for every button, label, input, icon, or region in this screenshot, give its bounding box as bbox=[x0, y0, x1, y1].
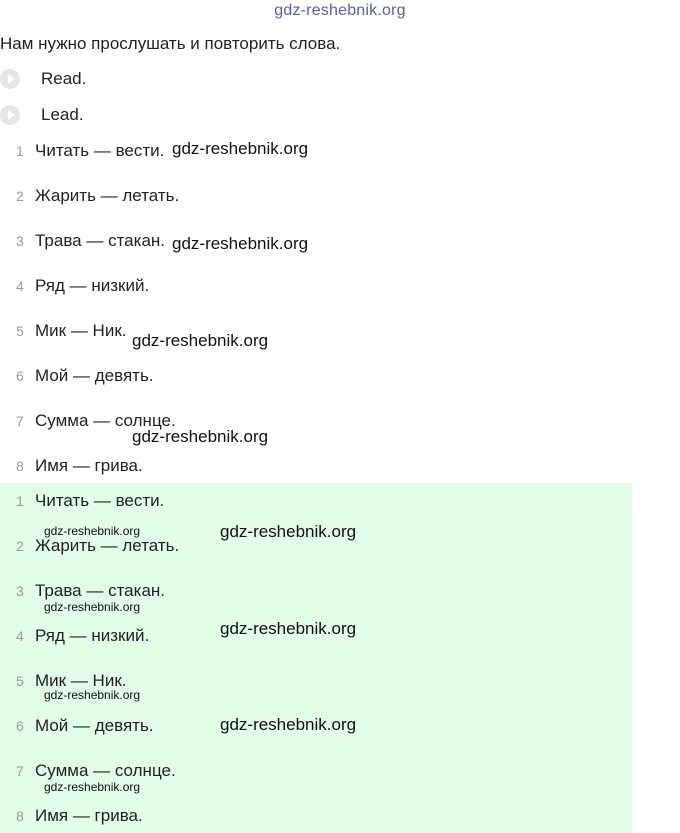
item-text: Ряд — низкий. bbox=[35, 276, 150, 295]
site-header[interactable]: gdz-reshebnik.org bbox=[274, 2, 406, 19]
item-text: Имя — грива. bbox=[35, 456, 143, 475]
watermark: gdz-reshebnik.org bbox=[220, 619, 357, 638]
watermark: gdz-reshebnik.org bbox=[172, 234, 309, 253]
item-number: 4 bbox=[16, 278, 24, 294]
item-number: 6 bbox=[16, 718, 24, 734]
watermark: gdz-reshebnik.org bbox=[132, 427, 269, 446]
item-text: Мик — Ник. bbox=[35, 671, 127, 690]
item-number: 2 bbox=[16, 188, 24, 204]
item-number: 1 bbox=[16, 493, 24, 509]
item-text: Трава — стакан. bbox=[35, 581, 166, 600]
watermark-small: gdz-reshebnik.org bbox=[44, 780, 141, 794]
item-text: Сумма — солнце. bbox=[35, 411, 176, 430]
item-number: 1 bbox=[16, 143, 24, 159]
item-text: Трава — стакан. bbox=[35, 231, 166, 250]
item-text: Жарить — летать. bbox=[35, 536, 180, 555]
watermark-small: gdz-reshebnik.org bbox=[44, 600, 141, 614]
item-text: Мой — девять. bbox=[35, 366, 154, 385]
item-number: 4 bbox=[16, 628, 24, 644]
watermark: gdz-reshebnik.org bbox=[172, 139, 309, 158]
item-number: 2 bbox=[16, 538, 24, 554]
item-text: Мой — девять. bbox=[35, 716, 154, 735]
item-number: 5 bbox=[16, 323, 24, 339]
item-text: Ряд — низкий. bbox=[35, 626, 150, 645]
item-number: 8 bbox=[16, 458, 24, 474]
watermark: gdz-reshebnik.org bbox=[220, 715, 357, 734]
item-text: Жарить — летать. bbox=[35, 186, 180, 205]
item-number: 3 bbox=[16, 583, 24, 599]
item-number: 7 bbox=[16, 413, 24, 429]
item-number: 3 bbox=[16, 233, 24, 249]
item-text: Сумма — солнце. bbox=[35, 761, 176, 780]
item-text: Читать — вести. bbox=[35, 491, 165, 510]
item-number: 5 bbox=[16, 673, 24, 689]
intro-text: Нам нужно прослушать и повторить слова. bbox=[0, 34, 341, 53]
watermark: gdz-reshebnik.org bbox=[132, 331, 269, 350]
watermark-small: gdz-reshebnik.org bbox=[44, 688, 141, 702]
watermark-small: gdz-reshebnik.org bbox=[44, 524, 141, 538]
item-text: Имя — грива. bbox=[35, 806, 143, 825]
watermark: gdz-reshebnik.org bbox=[220, 522, 357, 541]
item-number: 6 bbox=[16, 368, 24, 384]
item-number: 8 bbox=[16, 808, 24, 824]
item-text: Мик — Ник. bbox=[35, 321, 127, 340]
item-text: Читать — вести. bbox=[35, 141, 165, 160]
audio-word: Read. bbox=[41, 69, 87, 88]
item-number: 7 bbox=[16, 763, 24, 779]
audio-word: Lead. bbox=[41, 105, 84, 124]
